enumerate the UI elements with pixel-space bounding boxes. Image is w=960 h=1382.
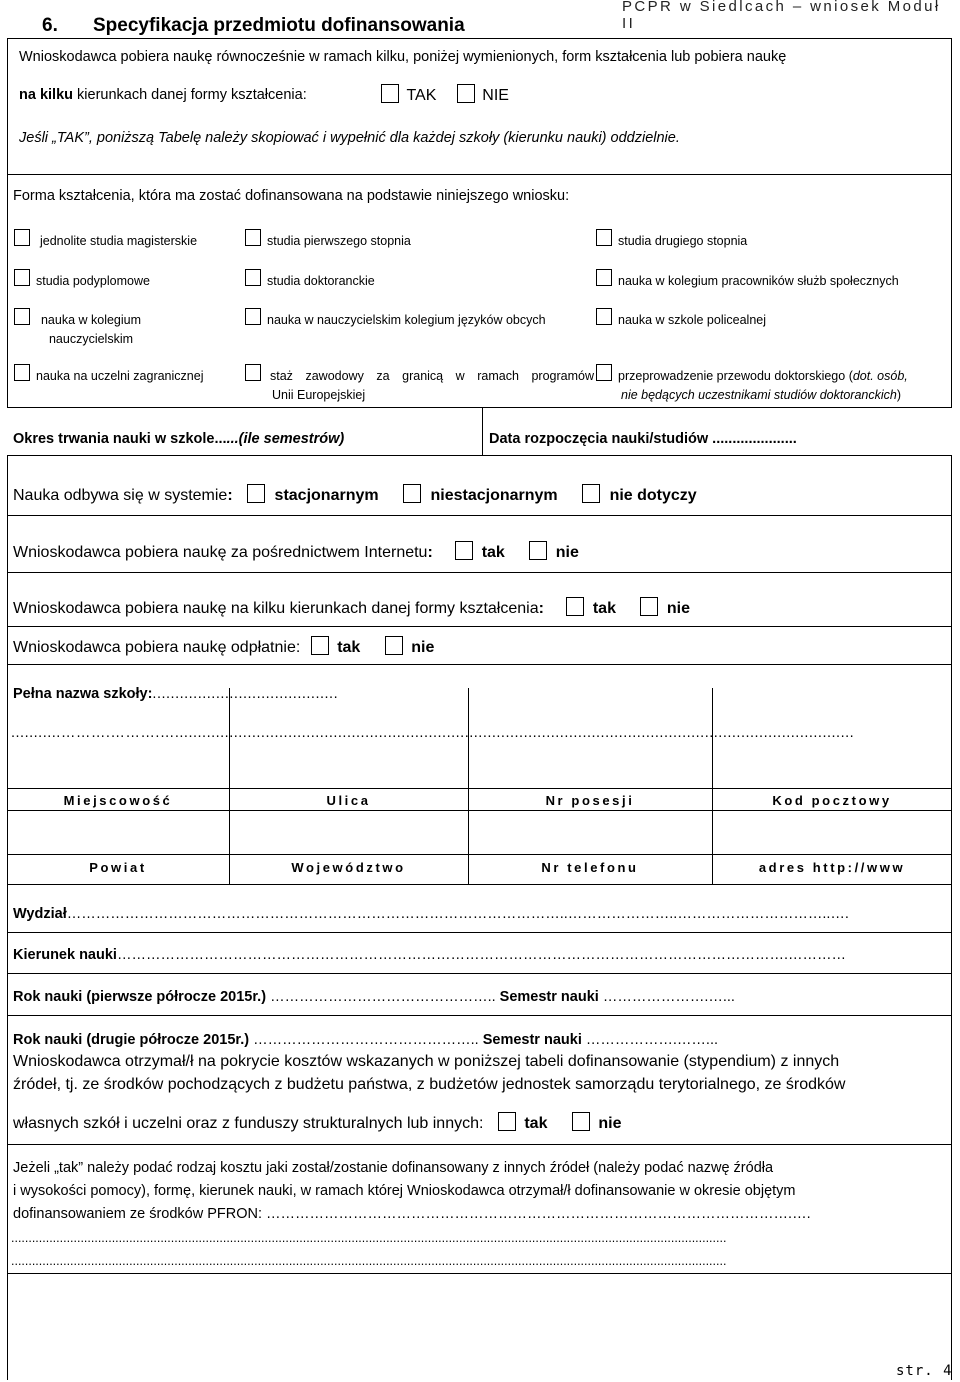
box1-note: Jeśli „TAK”, poniższą Tabelę należy skopiować i wypełnić dla każdej szkoły (kierunku nauki) oddzielnie. — [19, 130, 680, 146]
opt-kolegium-jezykow[interactable] — [245, 311, 546, 330]
box1-line2-rest: kierunkach danej formy kształcenia: — [77, 87, 307, 103]
wydzial-row — [13, 906, 948, 922]
internet-tak-checkbox[interactable] — [455, 541, 473, 560]
opt-podyplomowe-label: studia podyplomowe — [36, 274, 150, 288]
system-stacjonarnym-label: stacjonarnym — [274, 487, 379, 504]
odplatnie-nie-label: nie — [411, 639, 435, 656]
frame-divider-5 — [7, 572, 952, 573]
rok1-semestr-label: Semestr nauki — [499, 989, 599, 1005]
system-nie-dotyczy-label: nie dotyczy — [609, 487, 697, 504]
opt-kolegium-sluzb-label: nauka w kolegium pracowników służb społecznych — [618, 274, 899, 288]
opt-doktoranckie-label: studia doktoranckie — [267, 274, 375, 288]
rok2-semestr-label: Semestr nauki — [482, 1032, 582, 1048]
kilku-nie-label: nie — [666, 600, 690, 617]
page-number: str. 4 — [896, 1363, 953, 1379]
rok2-dots: ……………………………………….. — [249, 1032, 483, 1048]
box1-line1: Wnioskodawca pobiera naukę równocześnie w ramach kilku, poniżej wymienionych, form kształcenia lub pobiera naukę — [19, 49, 787, 65]
opt-staz[interactable] — [245, 367, 594, 405]
frame-divider-wydzial — [7, 932, 952, 933]
kilku-row — [13, 597, 690, 618]
jezeli-line5: .............................................................................................................................................................................................................. — [11, 1254, 727, 1268]
okres-hint: ...(ile semestrów) — [226, 431, 345, 447]
opt-przewod-italic1: dot. osób, — [852, 369, 908, 383]
opt-policealna-checkbox[interactable] — [596, 308, 612, 325]
box1-tak-label: TAK — [406, 87, 437, 104]
opt-staz-label — [270, 367, 594, 405]
opt-kolegium-nauczycielskie-label: nauka w kolegium nauczycielskim — [40, 313, 142, 346]
szkola-dots1: ......................................... — [152, 686, 339, 702]
opt-kolegium-jezykow-checkbox[interactable] — [245, 308, 261, 325]
addr-col-divider-1a — [229, 688, 230, 810]
forma-heading: Forma kształcenia, która ma zostać dofinansowana na podstawie niniejszego wniosku: — [13, 188, 570, 204]
section-number: 6. — [42, 15, 58, 36]
opt-staz-line1: staż zawodowy za granicą w ramach programów — [270, 369, 594, 383]
frame-bottom — [7, 1273, 952, 1274]
szkola-dots-line: ...........……….……….…...................................................................................................................................................... — [11, 725, 855, 741]
addr-row2-bottom — [7, 884, 952, 885]
frame-divider-rok1 — [7, 1015, 952, 1016]
opt-kolegium-sluzb[interactable] — [596, 272, 899, 291]
addr-kod-pocztowy: Kod pocztowy — [772, 793, 892, 808]
opt-staz-line2: Unii Europejskiej — [272, 388, 366, 402]
system-nie-dotyczy-checkbox[interactable] — [582, 484, 600, 503]
jezeli-line4: .............................................................................................................................................................................................................. — [11, 1231, 727, 1245]
rok1-row — [13, 989, 948, 1005]
odplatnie-label: Wnioskodawca pobiera naukę odpłatnie: — [13, 639, 301, 656]
dofin-line1: Wnioskodawca otrzymał/ł na pokrycie kosztów wskazanych w poniższej tabeli dofinansowanie (stypendium) z innych — [13, 1053, 840, 1070]
kierunek-row — [13, 947, 948, 963]
dofin-line3-row — [13, 1112, 622, 1133]
opt-doktoranckie[interactable] — [245, 272, 375, 291]
opt-jednolite-checkbox[interactable] — [14, 229, 30, 246]
internet-colon: : — [427, 544, 433, 561]
opt-przewod-line1: przeprowadzenie przewodu doktorskiego ( — [618, 369, 853, 383]
frame-left-2 — [7, 174, 8, 407]
internet-nie-checkbox[interactable] — [529, 541, 547, 560]
system-colon: : — [227, 487, 233, 504]
wydzial-dots: …………………………………………………………………………………………..…………………..…………………………..…. — [66, 906, 849, 922]
okres-divider — [482, 407, 483, 455]
box1-tak-checkbox[interactable] — [381, 84, 399, 103]
rok1-label: Rok nauki (pierwsze półrocze 2015r.) — [13, 989, 267, 1005]
opt-doktoranckie-checkbox[interactable] — [245, 269, 261, 286]
opt-przewod-label — [618, 367, 938, 405]
frame-divider-4 — [7, 515, 952, 516]
opt-policealna-label: nauka w szkole policealnej — [618, 313, 767, 327]
kierunek-dots: ………………………………………………………………………………………………………………………….………… — [116, 947, 846, 963]
system-label: Nauka odbywa się w systemie — [13, 487, 228, 504]
rok2-label: Rok nauki (drugie półrocze 2015r.) — [13, 1032, 250, 1048]
system-niestacjonarnym-checkbox[interactable] — [403, 484, 421, 503]
opt-zagraniczna[interactable] — [14, 367, 203, 386]
box1-choices — [381, 84, 509, 105]
dofin-nie-label: nie — [598, 1115, 622, 1132]
frame-divider-1 — [7, 174, 952, 175]
dofin-line2: źródeł, tj. ze środków pochodzących z budżetu państwa, z budżetów jednostek samorządu terytorialnego, ze środków — [13, 1076, 846, 1093]
addr-nr-telefonu: Nr telefonu — [541, 860, 639, 875]
rok2-row — [13, 1032, 948, 1048]
addr-miejscowosc: Miejscowość — [63, 793, 173, 808]
odplatnie-tak-checkbox[interactable] — [311, 636, 329, 655]
addr-col-divider-2a — [468, 688, 469, 810]
opt-drugiego[interactable] — [596, 232, 747, 251]
kilku-label: Wnioskodawca pobiera naukę na kilku kierunkach danej formy kształcenia — [13, 600, 539, 617]
odplatnie-tak-label: tak — [337, 639, 361, 656]
odplatnie-nie-checkbox[interactable] — [385, 636, 403, 655]
internet-nie-label: nie — [555, 544, 579, 561]
internet-label: Wnioskodawca pobiera naukę za pośrednictwem Internetu — [13, 544, 428, 561]
opt-kolegium-jezykow-label: nauka w nauczycielskim kolegium języków obcych — [267, 313, 546, 327]
opt-kolegium-sluzb-checkbox[interactable] — [596, 269, 612, 286]
addr-www: adres http://www — [758, 860, 906, 875]
opt-zagraniczna-checkbox[interactable] — [14, 364, 30, 381]
addr-row1-bottom — [7, 810, 952, 811]
opt-jednolite-label: jednolite studia magisterskie — [40, 234, 198, 248]
opt-podyplomowe[interactable] — [14, 272, 150, 291]
odplatnie-row — [13, 636, 434, 657]
frame-top — [7, 38, 952, 39]
frame-left-1 — [7, 38, 8, 174]
opt-kolegium-nauczycielskie-checkbox[interactable] — [14, 308, 30, 325]
frame-divider-7 — [7, 664, 952, 665]
rok1-semestr-dots: ………………….…... — [598, 989, 735, 1005]
addr-wojewodztwo: Województwo — [291, 860, 406, 875]
jezeli-line3: dofinansowaniem ze środków PFRON: ……………………………………………………………………………………………….…. — [13, 1206, 811, 1222]
frame-divider-dofin — [7, 1144, 952, 1145]
opt-drugiego-checkbox[interactable] — [596, 229, 612, 246]
addr-row2-top — [7, 854, 952, 855]
frame-right-2 — [951, 174, 952, 407]
opt-zagraniczna-label: nauka na uczelni zagranicznej — [36, 369, 204, 383]
rok1-dots: ……………………………………….. — [266, 989, 500, 1005]
opt-kolegium-nauczycielskie[interactable] — [14, 311, 146, 349]
kierunek-label: Kierunek nauki — [13, 947, 117, 963]
dofin-tak-label: tak — [524, 1115, 548, 1132]
rok2-semestr-dots: ……………….……... — [581, 1032, 719, 1048]
dofin-tak-checkbox[interactable] — [498, 1112, 516, 1131]
frame-divider-kierunek — [7, 973, 952, 974]
system-stacjonarnym-checkbox[interactable] — [247, 484, 265, 503]
addr-col-divider-3a — [712, 688, 713, 810]
kilku-colon: : — [538, 600, 544, 617]
addr-ulica: Ulica — [326, 793, 371, 808]
dofin-nie-checkbox[interactable] — [572, 1112, 590, 1131]
szkola-label: Pełna nazwa szkoły: — [13, 686, 153, 702]
dofin-line3: własnych szkół i uczelni oraz z funduszy strukturalnych lub innych: — [13, 1115, 484, 1132]
kilku-nie-checkbox[interactable] — [640, 597, 658, 616]
frame-divider-6 — [7, 626, 952, 627]
frame-right-1 — [951, 38, 952, 174]
section-title: Specyfikacja przedmiotu dofinansowania — [93, 15, 465, 36]
okres-label-text: Okres trwania nauki w szkole... — [13, 431, 227, 447]
internet-row — [13, 541, 579, 562]
frame-left-3 — [7, 455, 8, 1380]
opt-przewod-line2: nie będących uczestnikami studiów doktoranckich — [621, 388, 897, 402]
opt-przewod-close: ) — [896, 388, 902, 402]
box1-nie-label: NIE — [482, 87, 509, 104]
opt-jednolite[interactable] — [14, 232, 197, 251]
kilku-tak-checkbox[interactable] — [566, 597, 584, 616]
opt-policealna[interactable] — [596, 311, 766, 330]
jezeli-line1: Jeżeli „tak” należy podać rodzaj kosztu jaki został/zostanie dofinansowany z innych źródeł (należy podać nazwę źródła — [13, 1160, 774, 1176]
frame-divider-2 — [7, 407, 952, 408]
box1-nie-checkbox[interactable] — [457, 84, 475, 103]
szkola-label-row — [13, 686, 338, 702]
internet-tak-label: tak — [481, 544, 505, 561]
frame-divider-3 — [7, 455, 952, 456]
box1-line2-bold: na kilku — [19, 87, 73, 103]
addr-powiat: Powiat — [89, 860, 147, 875]
opt-przewod-checkbox[interactable] — [596, 364, 612, 381]
kilku-tak-label: tak — [592, 600, 616, 617]
header-running-title: PCPR w Siedlcach – wniosek Moduł II — [622, 0, 941, 32]
addr-nr-posesji: Nr posesji — [545, 793, 635, 808]
okres-label — [13, 431, 344, 447]
system-row — [13, 484, 697, 505]
data-rozpoczecia: Data rozpoczęcia nauki/studiów ..................... — [489, 431, 797, 447]
system-niestacjonarnym-label: niestacjonarnym — [430, 487, 558, 504]
opt-pierwszego[interactable] — [245, 232, 411, 251]
wydzial-label: Wydział — [13, 906, 67, 922]
opt-podyplomowe-checkbox[interactable] — [14, 269, 30, 286]
opt-pierwszego-label: studia pierwszego stopnia — [267, 234, 411, 248]
addr-row1-top — [7, 788, 952, 789]
opt-staz-checkbox[interactable] — [245, 364, 261, 381]
opt-pierwszego-checkbox[interactable] — [245, 229, 261, 246]
opt-drugiego-label: studia drugiego stopnia — [618, 234, 748, 248]
frame-right-3 — [951, 455, 952, 1380]
opt-przewod[interactable] — [596, 367, 938, 405]
jezeli-line2: i wysokości pomocy), formę, kierunek nauki, w ramach której Wnioskodawca otrzymał/ł dofinansowanie w okresie objętym — [13, 1183, 796, 1199]
box1-line2 — [19, 87, 307, 103]
